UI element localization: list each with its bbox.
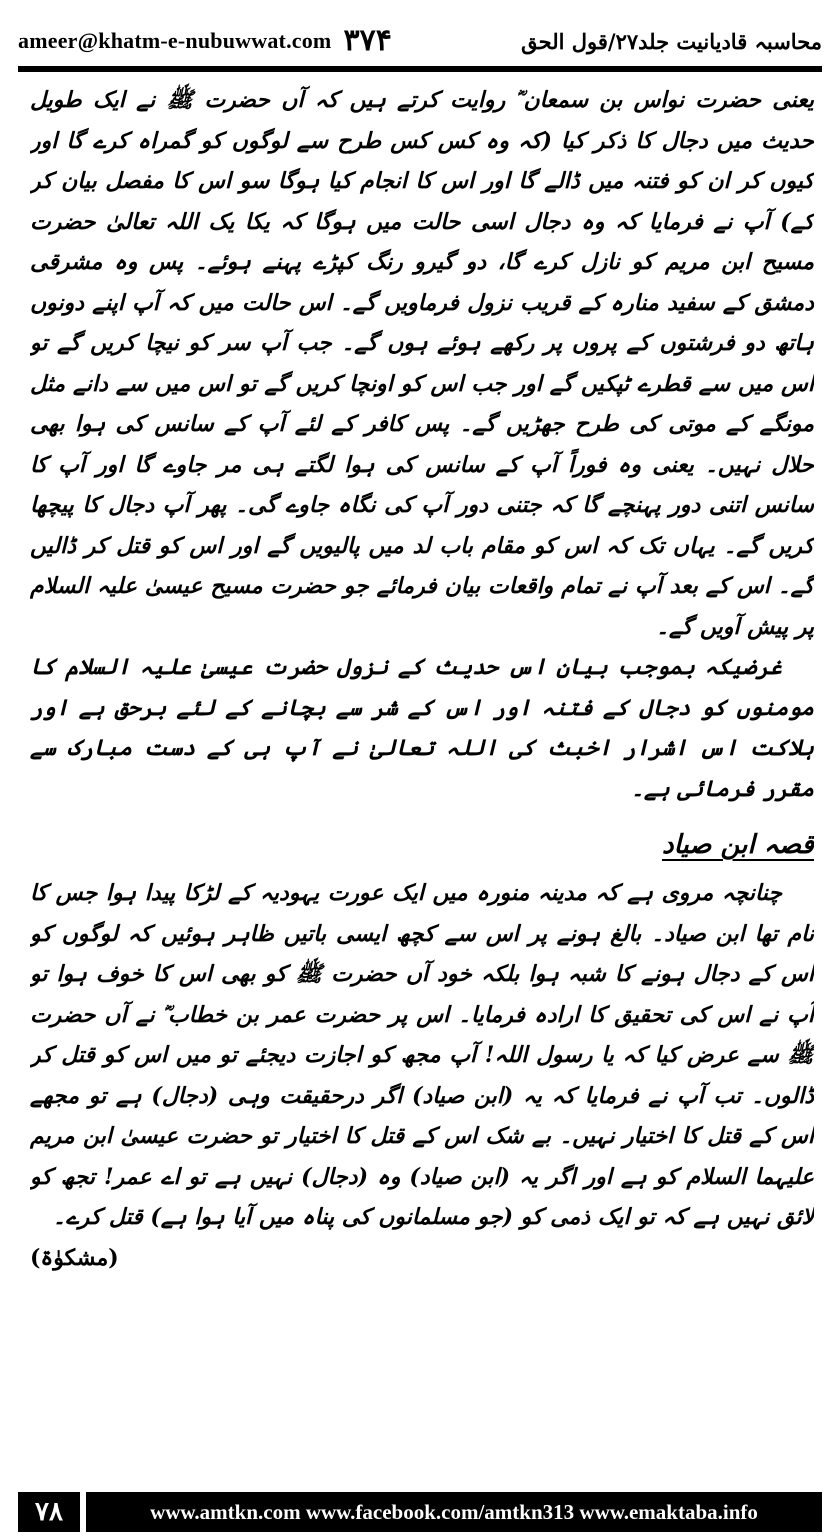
header-email: ameer@khatm-e-nubuwwat.com (18, 28, 332, 53)
header-divider (18, 66, 822, 72)
header-page-number: ۳۷۴ (343, 23, 392, 58)
body-paragraph-hadith: یعنی حضرت نواس بن سمعان ؓ روایت کرتے ہیں کہ آں حضرت ﷺ نے ایک طویل حدیث میں دجال کا ذکر کیا (کہ وہ کس کس طرح سے لوگوں کو گمراہ کرے گا اور کیوں کر ان کو فتنہ میں ڈالے گا اور اس کا انجام کیا ہوگا سو اس کا مفصل بیان کر کے) آپ نے فرمایا کہ وہ دجال اسی حالت میں ہوگا کہ یکا یک اللہ تعالیٰ حضرت مسیح ابن مریم کو نازل کرے گا، دو گیرو رنگ کپڑے پہنے ہوئے۔ پس وہ مشرقی دمشق کے سفید منارہ کے قریب نزول فرماویں گے۔ اس حالت میں کہ آپ اپنے دونوں ہاتھ دو فرشتوں کے پروں پر رکھے ہوئے ہوں گے۔ جب آپ سر کو نیچا کریں گے تو اس میں سے قطرے ٹپکیں گے اور جب اس کو اونچا کریں گے تو اس میں سے دانے مثل مونگے کے موتی کی طرح جھڑیں گے۔ پس کافر کے لئے آپ کے سانس کی ہوا بھی حلال نہیں۔ یعنی وہ فوراً آپ کے سانس کی ہوا لگتے ہی مر جاوے گا اور آپ کا سانس اتنی دور پہنچے گا کہ جتنی دور آپ کی نگاہ جاوے گی۔ پھر آپ دجال کا پیچھا کریں گے۔ یہاں تک کہ اس کو مقام باب لد میں پالیویں گے اور اس کو قتل کر ڈالیں گے۔ اس کے بعد آپ نے تمام واقعات بیان فرمائے جو حضرت مسیح عیسیٰ علیہ السلام پر پیش آویں گے۔ (30, 87, 814, 640)
page-body (30, 80, 814, 1430)
body-paragraph-conclusion: غرضیکہ بموجب بیان اس حدیث کے نزول حضرت عیسیٰ علیہ السلام کا مومنوں کو دجال کے فتنہ اور اس کے شر سے بچانے کے لئے برحق ہے اور ہلاکت اس اشرار اخبث کی اللہ تعالیٰ نے آپ ہی کے دست مبارک سے مقرر فرمائی ہے۔ (30, 654, 814, 802)
header-left-group (18, 23, 392, 58)
page-footer (18, 1492, 822, 1532)
footer-links: www.amtkn.com www.facebook.com/amtkn313 www.emaktaba.info (86, 1492, 822, 1532)
footer-page-number: ۷۸ (18, 1492, 80, 1532)
page-header (18, 18, 822, 64)
body-paragraph-ibn-sayyad-text: چنانچہ مروی ہے کہ مدینہ منورہ میں ایک عورت یہودیہ کے لڑکا پیدا ہوا جس کا نام تھا ابن صیاد۔ بالغ ہونے پر اس سے کچھ ایسی باتیں ظاہر ہوئیں کہ لوگوں کو اس کے دجال ہونے کا شبہ ہوا بلکہ خود آں حضرت ﷺ کو بھی اس کا خوف ہوا تو آپ نے اس کی تحقیق کا ارادہ فرمایا۔ اس پر حضرت عمر بن خطاب ؓ نے آں حضرت ﷺ سے عرض کیا کہ یا رسول اللہ! آپ مجھ کو اجازت دیجئے تو میں اس کو قتل کر ڈالوں۔ تب آپ نے فرمایا کہ یہ (ابن صیاد) اگر درحقیقت وہی (دجال) ہے تو مجھے اس کے قتل کا اختیار نہیں۔ بے شک اس کے قتل کا اختیار تو حضرت عیسیٰ ابن مریم علیہما السلام کو ہے اور اگر یہ (ابن صیاد) وہ (دجال) نہیں ہے تو اے عمر! تجھ کو لائق نہیں ہے کہ تو ایک ذمی کو (جو مسلمانوں کی پناہ میں آیا ہوا ہے) قتل کرے۔ (30, 880, 814, 1230)
section-heading: قصہ ابن صیاد (662, 830, 814, 860)
body-paragraph-ibn-sayyad (30, 873, 814, 1271)
source-citation: (مشکوٰۃ) (30, 1244, 119, 1271)
header-book-title: محاسبہ قادیانیت جلد۲۷/قول الحق (521, 28, 822, 54)
